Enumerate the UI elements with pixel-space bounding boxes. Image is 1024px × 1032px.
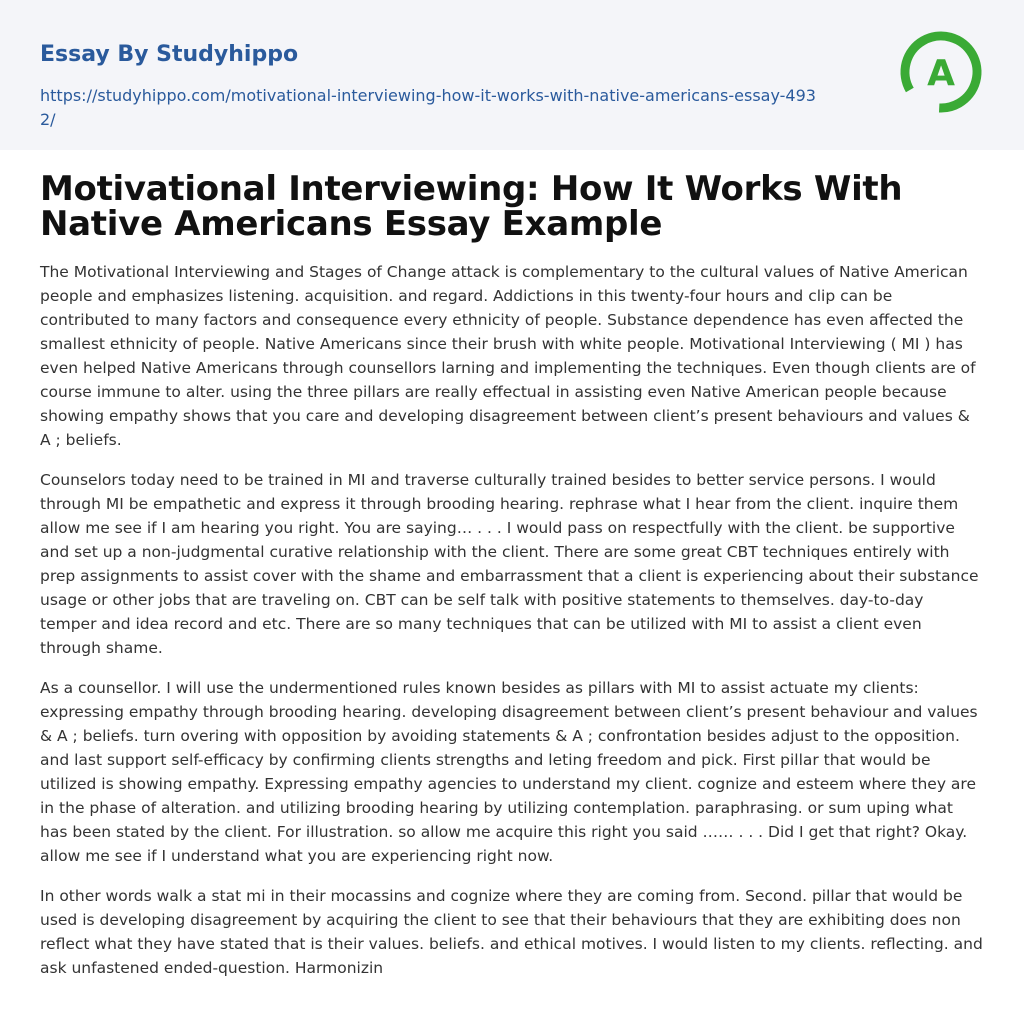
logo-letter: A [927, 53, 955, 94]
essay-paragraph: The Motivational Interviewing and Stages of Change attack is complementary to the cultural values of Native American people and emphasizes listening. acquisition. and regard. Addictions in this twenty-four hours and clip can be contributed to many factors and consequence every ethnicity of people. Substance dependence has even affected the smallest ethnicity of people. Native Americans since their brush with white people. Motivational Interviewing ( MI ) has even helped Native Americans through counsellors larning and implementing the techniques. Even though clients are of course immune to alter. using the three pillars are really effectual in assisting even Native American people because showing empathy shows that you care and developing disagreement between client’s present behaviours and values & A ; beliefs. [40, 263, 976, 449]
brand-title[interactable]: Essay By Studyhippo [40, 42, 299, 67]
essay-paragraph: In other words walk a stat mi in their mocassins and cognize where they are coming from. Second. pillar that would be used is developing disagreement by acquiring the client to see that their behaviours that they are exhibiting does non reflect what they have stated that is their values. beliefs. and ethical motives. I would listen to my clients. reflecting. and ask unfastened ended-question. Harmonizin [40, 887, 983, 977]
essay-title: Motivational Interviewing: How It Works With Native Americans Essay Example [40, 169, 903, 244]
studyhippo-logo-icon[interactable] [898, 29, 984, 115]
essay-paragraph: Counselors today need to be trained in MI and traverse culturally trained besides to better service persons. I would through MI be empathetic and express it through brooding hearing. rephrase what I hear from the client. inquire them allow me see if I am hearing you right. You are saying… . . . I would pass on respectfully with the client. be supportive and set up a non-judgmental curative relationship with the client. There are some great CBT techniques entirely with prep assignments to assist cover with the shame and embarrassment that a client is experiencing about their substance usage or other jobs that are traveling on. CBT can be self talk with positive statements to themselves. day-to-day temper and idea record and etc. There are so many techniques that can be utilized with MI to assist a client even through shame. [40, 471, 979, 657]
page-header [0, 0, 1024, 150]
source-url-link[interactable]: https://studyhippo.com/motivational-interviewing-how-it-works-with-native-americans-essay-4932/ [40, 86, 816, 129]
essay-paragraph: As a counsellor. I will use the undermentioned rules known besides as pillars with MI to assist actuate my clients: expressing empathy through brooding hearing. developing disagreement between client’s present behaviour and values & A ; beliefs. turn overing with opposition by avoiding statements & A ; confrontation besides adjust to the opposition. and last support self-efficacy by confirming clients strengths and leting freedom and pick. First pillar that would be utilized is showing empathy. Expressing empathy agencies to understand my client. cognize and esteem where they are in the phase of alteration. and utilizing brooding hearing by utilizing contemplation. paraphrasing. or sum uping what has been stated by the client. For illustration. so allow me acquire this right you said …… . . . Did I get that right? Okay. allow me see if I understand what you are experiencing right now. [40, 679, 978, 865]
essay-content [0, 150, 1024, 980]
